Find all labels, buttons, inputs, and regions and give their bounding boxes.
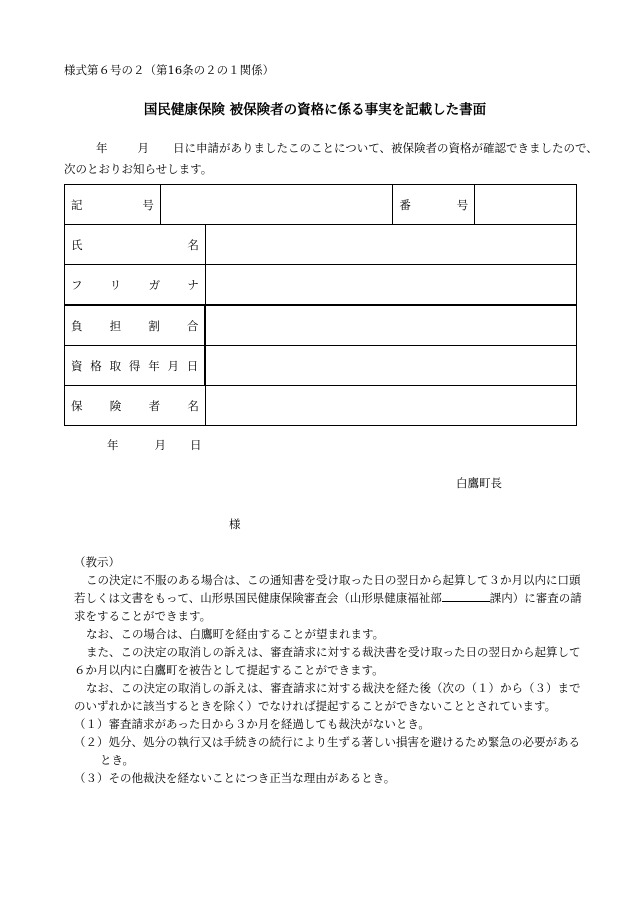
label-bangou: 番 号 [393, 185, 475, 225]
date-year: 年 [107, 438, 119, 452]
notice-p4-line1: なお、この決定の取消しの訴えは、審査請求に対する裁決を経た後（次の（１）から（３）まで [86, 681, 581, 695]
issue-date [107, 437, 202, 453]
notice-item-2-line1: （２）処分、処分の執行又は手続きの続行により生ずる著しい損害を避けるため緊急の必要がある [74, 735, 580, 749]
row-hokensha [65, 386, 577, 426]
blank-underline [442, 589, 490, 602]
notice-p2: なお、この場合は、白鷹町を経由することが望まれます。 [86, 627, 385, 641]
date-month: 月 [154, 438, 166, 452]
notice-p3-line1: また、この決定の取消しの訴えは、審査請求に対する裁決書を受け取った日の翌日から起算して [86, 645, 581, 659]
notice-item-1: （１）審査請求があった日から３か月を経過しても裁決がないとき。 [74, 717, 430, 731]
label-furigana: フ リ ガ ナ [65, 265, 206, 306]
row-kigou-bangou [65, 185, 577, 225]
row-shimei [65, 225, 577, 265]
form-number: 様式第６号の２（第16条の２の１関係） [64, 63, 275, 77]
notice-p4-line2: のいずれかに該当するときを除く）でなければ提起することができないこととされています。 [74, 699, 557, 713]
value-hokensha[interactable] [205, 386, 576, 426]
label-shimei: 氏 名 [65, 225, 206, 265]
value-shikaku[interactable] [205, 346, 576, 386]
document-title: 国民健康保険 被保険者の資格に係る事実を記載した書面 [143, 102, 487, 118]
intro-year: 年 [96, 141, 108, 155]
notice-p1-line2: 若しくは文書をもって、山形県国民健康保険審査会（山形県健康福祉部 課内）に審査の請 [74, 591, 582, 605]
addressee-suffix: 様 [229, 517, 241, 531]
issuer-name: 白鷹町長 [456, 476, 502, 490]
notice-item-3: （３）その他裁決を経ないことにつき正当な理由があるとき。 [74, 771, 396, 785]
intro-line-1 [64, 140, 598, 156]
row-furigana [65, 265, 577, 306]
value-kigou[interactable] [160, 185, 392, 225]
label-shikaku: 資 格 取 得 年 月 日 [65, 346, 206, 386]
value-bangou[interactable] [475, 185, 577, 225]
value-shimei[interactable] [205, 225, 576, 265]
date-day: 日 [190, 438, 202, 452]
intro-text: 日に申請がありましたこのことについて、被保険者の資格が確認できましたので、 [173, 141, 598, 155]
label-hokensha: 保 険 者 名 [65, 386, 206, 426]
row-shikaku [65, 346, 577, 386]
value-futan[interactable] [205, 305, 576, 346]
insured-info-table [64, 184, 577, 426]
notice-item-2-line2: とき。 [100, 753, 135, 767]
notice-p1-line1: この決定に不服のある場合は、この通知書を受け取った日の翌日から起算して３か月以内に口頭 [86, 573, 581, 587]
intro-line-2: 次のとおりお知らせします。 [64, 162, 213, 176]
notice-heading: （教示） [74, 555, 120, 569]
row-futan [65, 305, 577, 346]
intro-month: 月 [137, 141, 149, 155]
notice-p1-line3: 求をすることができます。 [74, 609, 212, 623]
notice-p3-line2: ６か月以内に白鷹町を被告として提起することができます。 [74, 663, 384, 677]
label-futan: 負 担 割 合 [65, 305, 206, 346]
value-furigana[interactable] [205, 265, 576, 306]
appeal-notice [74, 553, 594, 787]
label-kigou: 記 号 [65, 185, 161, 225]
